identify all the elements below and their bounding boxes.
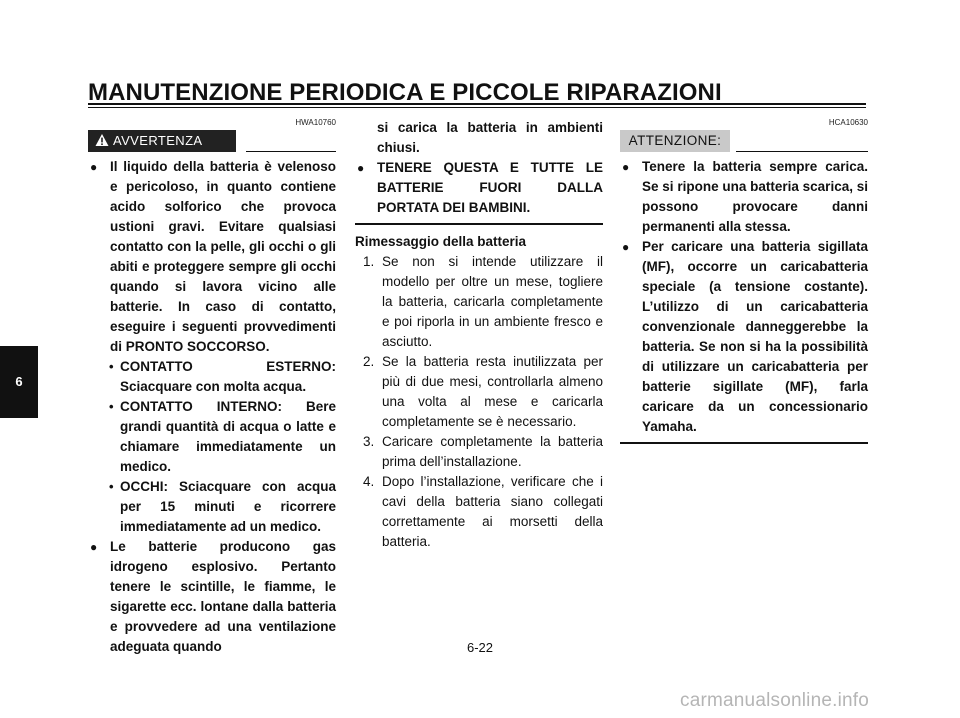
warning-label: AVVERTENZA: [113, 133, 203, 148]
attention-header: [620, 130, 868, 152]
storage-step: 4. Dopo l’installazione, verificare che i cavi della batteria siano collegati correttamente ai morsetti della batteria.: [363, 474, 603, 549]
attention-bullet-charge: ● Tenere la batteria sempre carica. Se si ripone una batteria scarica, si possono provocare danni permanenti alla stessa.: [620, 157, 868, 237]
attention-bullet-charger: ● Per caricare una batteria sigillata (MF), occorre un caricabatteria speciale (a tensione costante). L’utilizzo di un caricabatteria convenzionale danneggerebbe la batteria. Se non si ha la possibilità di utilizzare un caricabatteria per batterie sigillate (MF), farla caricare da un concessionario Yamaha.: [620, 237, 868, 437]
warning-header: [88, 130, 336, 152]
left-column: [88, 118, 336, 657]
warning-triangle-icon: [95, 133, 109, 147]
storage-step: 3. Caricare completamente la batteria prima dell’installazione.: [363, 434, 603, 469]
first-aid-eyes: • OCCHI: Sciacquare con acqua per 15 minuti e ricorrere immediatamente ad un medico.: [88, 477, 336, 537]
warning-bullet-acid: ● Il liquido della batteria è velenoso e pericoloso, in quanto contiene acido solforico che provoca ustioni gravi. Evitare qualsiasi contatto con la pelle, gli occhi o gli abiti e proteggere sempre gli occhi quando si lavora vicino alle batterie. In caso di contatto, eseguire i seguenti provvedimenti di PRONTO SOCCORSO.: [88, 157, 336, 357]
first-aid-external: • CONTATTO ESTERNO: Sciacquare con molta acqua.: [88, 357, 336, 397]
page-number: 6-22: [466, 640, 494, 655]
header-rule: [88, 103, 866, 108]
warning-bullet-hydrogen: ● Le batterie producono gas idrogeno esplosivo. Pertanto tenere le scintille, le fiamme, le sigarette ecc. lontane dalla batteria e provvedere ad una ventilazione adeguata quando: [88, 537, 336, 657]
first-aid-internal: • CONTATTO INTERNO: Bere grandi quantità di acqua o latte e chiamare immediatamente un medico.: [88, 397, 336, 477]
warning-code: HWA10760: [295, 118, 336, 127]
attention-code: HCA10630: [828, 118, 868, 127]
storage-step: 2. Se la batteria resta inutilizzata per più di due mesi, controllarla almeno una volta al mese e caricarla completamente se è necessario.: [363, 354, 603, 429]
watermark-text: carmanualsonline.info: [680, 690, 870, 711]
warning-badge: [88, 130, 236, 152]
chapter-tab: [0, 346, 38, 418]
page-header-title: MANUTENZIONE PERIODICA E PICCOLE RIPARAZIONI: [88, 79, 722, 106]
warning-rule: [246, 151, 336, 152]
warning-bullet-children: ● TENERE QUESTA E TUTTE LE BATTERIE FUORI DALLA PORTATA DEI BAMBINI.: [355, 158, 603, 218]
right-column: [620, 118, 868, 444]
attention-end-rule: [620, 442, 868, 444]
attention-badge: ATTENZIONE:: [620, 130, 730, 152]
section-title-battery-storage: Rimessaggio della batteria: [355, 234, 527, 249]
chapter-tab-label: 6: [15, 374, 23, 389]
middle-column: [355, 118, 603, 552]
warning-bullet-hydrogen-continued: si carica la batteria in ambienti chiusi.: [377, 120, 603, 155]
storage-step: 1. Se non si intende utilizzare il modello per oltre un mese, togliere la batteria, caricarla completamente e poi riporla in un ambiente fresco e asciutto.: [363, 254, 603, 349]
warning-end-rule: [355, 223, 603, 225]
attention-rule: [736, 151, 868, 152]
storage-steps: [355, 252, 603, 552]
